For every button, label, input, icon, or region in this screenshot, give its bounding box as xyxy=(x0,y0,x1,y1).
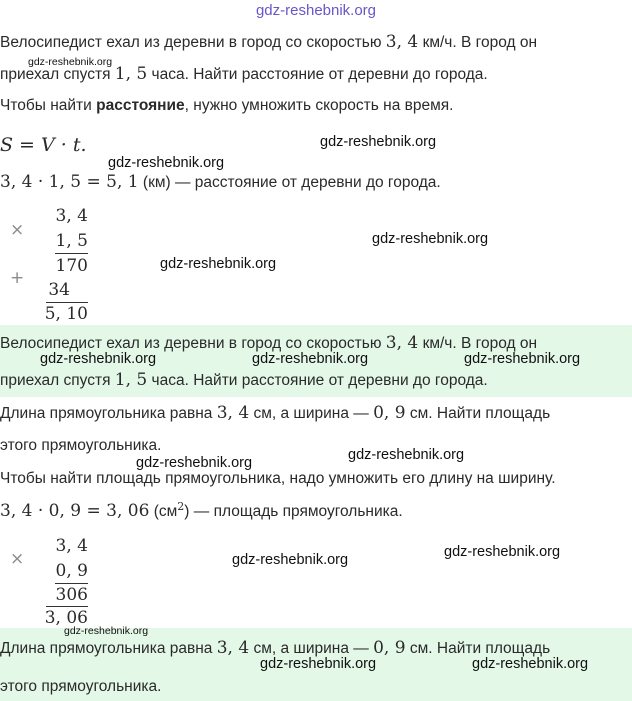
repeat-text-a: Велосипедист ехал из деревни в город со скоростью xyxy=(0,335,382,352)
task2-calc-text: — площадь прямоугольника. xyxy=(193,503,403,521)
column-partial-1: 170 xyxy=(55,256,88,276)
task1-speed: 3, 4 xyxy=(385,32,419,52)
task2-calc-sup: 2 xyxy=(177,500,185,513)
column-line xyxy=(55,583,88,584)
repeat-time: 1, 5 xyxy=(114,370,148,390)
task1-calc-expr: 3, 4 · 1, 5 = 5, 1 xyxy=(0,172,139,192)
watermark: gdz-reshebnik.org xyxy=(232,552,349,568)
task2-calc-unit-end: ) xyxy=(184,503,190,521)
task1-text-d: часа. Найти расстояние от деревни до города. xyxy=(151,66,488,83)
task1-repeat-line2 xyxy=(0,370,488,390)
watermark: gdz-reshebnik.org xyxy=(464,351,581,367)
task2-line1 xyxy=(0,403,550,423)
task2-text-c: см. Найти площадь xyxy=(409,405,551,422)
rule-text-b: , нужно умножить скорость на время. xyxy=(184,97,454,114)
column-line xyxy=(55,253,88,254)
column-factor-a: 3, 4 xyxy=(55,206,88,226)
watermark: gdz-reshebnik.org xyxy=(136,455,253,471)
task1-line2 xyxy=(0,64,488,84)
repeat2-text-b: см, а ширина — xyxy=(253,640,369,657)
times-sign: × xyxy=(10,549,25,569)
task1-text-a: Велосипедист ехал из деревни в город со скоростью xyxy=(0,34,382,51)
repeat2-text-c: см. Найти площадь xyxy=(409,640,551,657)
column-factor-b: 0, 9 xyxy=(55,561,88,581)
task2-calc xyxy=(0,500,403,521)
repeat-text-b: . В город он xyxy=(452,335,538,352)
column-result: 5, 10 xyxy=(44,304,88,324)
column-line xyxy=(46,302,88,303)
task2-rule: Чтобы найти площадь прямоугольника, надо умножить его длину на ширину. xyxy=(0,470,556,487)
task1-formula: S = V · t. xyxy=(0,134,87,156)
task2-repeat-line1 xyxy=(0,638,550,658)
task1-line1 xyxy=(0,32,537,52)
task2-calc-unit: (см xyxy=(153,503,178,521)
repeat-text-d: часа. Найти расстояние от деревни до города. xyxy=(151,372,488,389)
repeat-text-c: приехал спустя xyxy=(0,372,111,389)
repeat2-text-a: Длина прямоугольника равна xyxy=(0,640,213,657)
repeat-speed: 3, 4 xyxy=(385,333,419,353)
task2-length: 3, 4 xyxy=(216,403,250,423)
watermark: gdz-reshebnik.org xyxy=(348,447,465,463)
task1-text-b: . В город он xyxy=(452,34,538,51)
task1-time: 1, 5 xyxy=(114,64,148,84)
column-factor-a: 3, 4 xyxy=(55,536,88,556)
site-header-watermark: gdz-reshebnik.org xyxy=(255,2,377,19)
task2-repeat-line2: этого прямоугольника. xyxy=(0,678,162,695)
task2-text-a: Длина прямоугольника равна xyxy=(0,405,213,422)
watermark: gdz-reshebnik.org xyxy=(108,155,225,171)
task2-calc-expr: 3, 4 · 0, 9 = 3, 06 xyxy=(0,501,150,522)
watermark: gdz-reshebnik.org xyxy=(40,351,157,367)
task1-calc xyxy=(0,172,441,192)
column-partial-1: 306 xyxy=(55,585,88,605)
watermark: gdz-reshebnik.org xyxy=(160,256,277,272)
times-sign: × xyxy=(10,220,25,240)
task1-unit: км/ч xyxy=(422,34,453,51)
rule-bold: расстояние xyxy=(96,97,185,114)
watermark: gdz-reshebnik.org xyxy=(64,625,149,637)
watermark: gdz-reshebnik.org xyxy=(260,656,377,672)
watermark: gdz-reshebnik.org xyxy=(28,56,113,68)
watermark: gdz-reshebnik.org xyxy=(472,656,589,672)
rule-text-a: Чтобы найти xyxy=(0,97,97,114)
column-partial-2: 34 xyxy=(48,280,70,300)
plus-sign: + xyxy=(10,268,25,288)
column-result: 3, 06 xyxy=(44,608,88,628)
task1-rule xyxy=(0,97,453,115)
task1-calc-text: (км) — расстояние от деревни до города. xyxy=(142,174,441,191)
task2-width: 0, 9 xyxy=(373,403,406,423)
task2-line2: этого прямоугольника. xyxy=(0,437,162,454)
repeat2-length: 3, 4 xyxy=(216,638,250,658)
task1-text-c: приехал спустя xyxy=(0,66,111,83)
repeat-unit: км/ч xyxy=(422,335,453,352)
column-factor-b: 1, 5 xyxy=(55,231,88,251)
repeat2-width: 0, 9 xyxy=(373,638,406,658)
watermark: gdz-reshebnik.org xyxy=(320,134,437,150)
task2-text-b: см, а ширина — xyxy=(253,405,369,422)
watermark: gdz-reshebnik.org xyxy=(252,351,369,367)
watermark: gdz-reshebnik.org xyxy=(444,544,561,560)
watermark: gdz-reshebnik.org xyxy=(372,231,489,247)
column-line xyxy=(46,606,88,607)
task1-repeat-line1 xyxy=(0,333,537,353)
